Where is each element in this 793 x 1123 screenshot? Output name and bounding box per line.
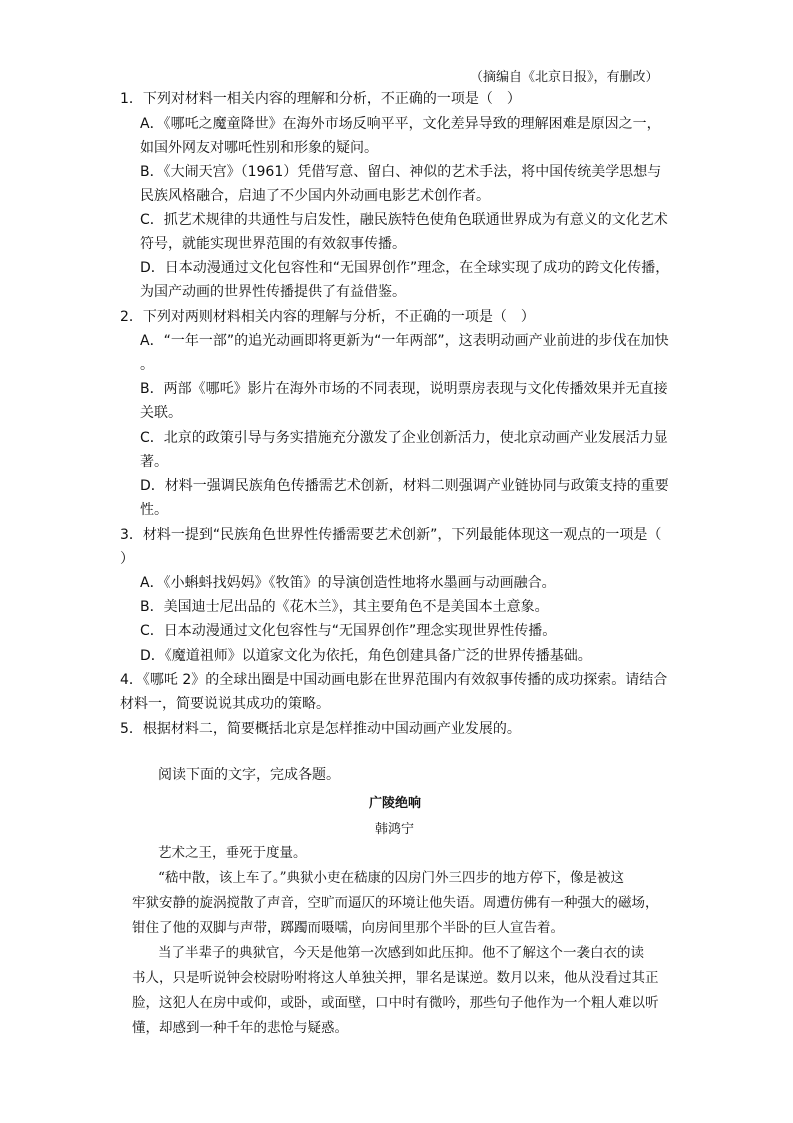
question-3-option-d: D．《魔道祖师》以道家文化为依托，角色创建具备广泛的世界传播基础。 xyxy=(140,648,592,664)
question-3-stem: 3．材料一提到“民族角色世界性传播需要艺术创新”，下列最能体现这一观点的一项是（ xyxy=(120,527,662,543)
question-1-option-d-cont: 为国产动画的世界性传播提供了有益借鉴。 xyxy=(140,284,406,300)
passage-line: 牢狱安静的旋涡搅散了声音，空旷而逼仄的环境让他失语。周遭仿佛有一种强大的磁场， xyxy=(132,895,659,911)
passage-line: 书人，只是听说钟会校尉吩咐将这人单独关押，罪名是谋逆。数月以来，他从没看过其正 xyxy=(132,970,659,986)
question-1-option-a: A．《哪吒之魔童降世》在海外市场反响平平，文化差异导致的理解困难是原因之一， xyxy=(140,116,661,132)
reading-instruction: 阅读下面的文字，完成各题。 xyxy=(158,767,340,783)
passage-line: 艺术之王，垂死于度量。 xyxy=(158,845,307,861)
question-1-option-c-cont: 符号，就能实现世界范围的有效叙事传播。 xyxy=(140,236,406,252)
question-4-line-2: 材料一，简要说说其成功的策略。 xyxy=(120,696,330,712)
passage-line: 当了半辈子的典狱官，今天是他第一次感到如此压抑。他不了解这个一袭白衣的读 xyxy=(158,945,644,961)
passage-line: 脸，这犯人在房中或仰，或卧，或面壁，口中时有微吟，那些句子他作为一个粗人难以听 xyxy=(132,995,659,1011)
question-1-option-d: D．日本动漫通过文化包容性和“无国界创作”理念，在全球实现了成功的跨文化传播， xyxy=(140,260,670,276)
question-1-option-b: B．《大闹天宫》（1961）凭借写意、留白、神似的艺术手法，将中国传统美学思想与 xyxy=(140,164,662,180)
question-2-option-c-cont: 著。 xyxy=(140,454,168,470)
passage-title: 广陵绝响 xyxy=(369,796,422,811)
question-3-option-a: A．《小蝌蚪找妈妈》《牧笛》的导演创造性地将水墨画与动画融合。 xyxy=(140,575,556,591)
question-2-stem: 2．下列对两则材料相关内容的理解与分析，不正确的一项是（ ） xyxy=(120,309,535,325)
passage-line: 懂，却感到一种千年的悲怆与疑惑。 xyxy=(132,1020,348,1036)
question-2-option-d: D．材料一强调民族角色传播需艺术创新，材料二则强调产业链协同与政策支持的重要 xyxy=(140,478,669,494)
passage-line: 钳住了他的双脚与声带，踯躅而嗫嚅，向房间里那个半卧的巨人宣告着。 xyxy=(132,920,564,936)
passage-author: 韩鸿宁 xyxy=(375,822,415,837)
source-note: （摘编自《北京日报》，有删改） xyxy=(470,70,659,85)
question-1-stem: 1．下列对材料一相关内容的理解和分析，不正确的一项是（ ） xyxy=(120,91,521,107)
question-5: 5．根据材料二，简要概括北京是怎样推动中国动画产业发展的。 xyxy=(120,721,521,737)
question-2-option-c: C．北京的政策引导与务实措施充分激发了企业创新活力，使北京动画产业发展活力显 xyxy=(140,430,668,446)
question-4-line-1: 4．《哪吒 2》的全球出圈是中国动画电影在世界范围内有效叙事传播的成功探索。请结合 xyxy=(120,672,668,688)
question-2-option-d-cont: 性。 xyxy=(140,502,168,518)
question-3-stem-cont: ） xyxy=(120,551,134,567)
question-2-option-a: A．“一年一部”的追光动画即将更新为“一年两部”，这表明动画产业前进的步伐在加快 xyxy=(140,333,669,349)
question-2-option-a-cont: 。 xyxy=(140,357,154,373)
question-1-option-b-cont: 民族风格融合，启迪了不少国内外动画电影艺术创作者。 xyxy=(140,188,490,204)
question-1-option-a-cont: 如国外网友对哪吒性别和形象的疑问。 xyxy=(140,140,378,156)
question-3-option-c: C．日本动漫通过文化包容性与“无国界创作”理念实现世界性传播。 xyxy=(140,623,557,639)
question-2-option-b-cont: 关联。 xyxy=(140,405,182,421)
question-3-option-b: B．美国迪士尼出品的《花木兰》，其主要角色不是美国本土意象。 xyxy=(140,599,549,615)
question-1-option-c: C．抓艺术规律的共通性与启发性，融民族特色使角色联通世界成为有意义的文化艺术 xyxy=(140,212,668,228)
passage-line: “嵇中散，该上车了。”典狱小吏在嵇康的囚房门外三四步的地方停下，像是被这 xyxy=(158,870,625,886)
question-2-option-b: B．两部《哪吒》影片在海外市场的不同表现，说明票房表现与文化传播效果并无直接 xyxy=(140,381,668,397)
